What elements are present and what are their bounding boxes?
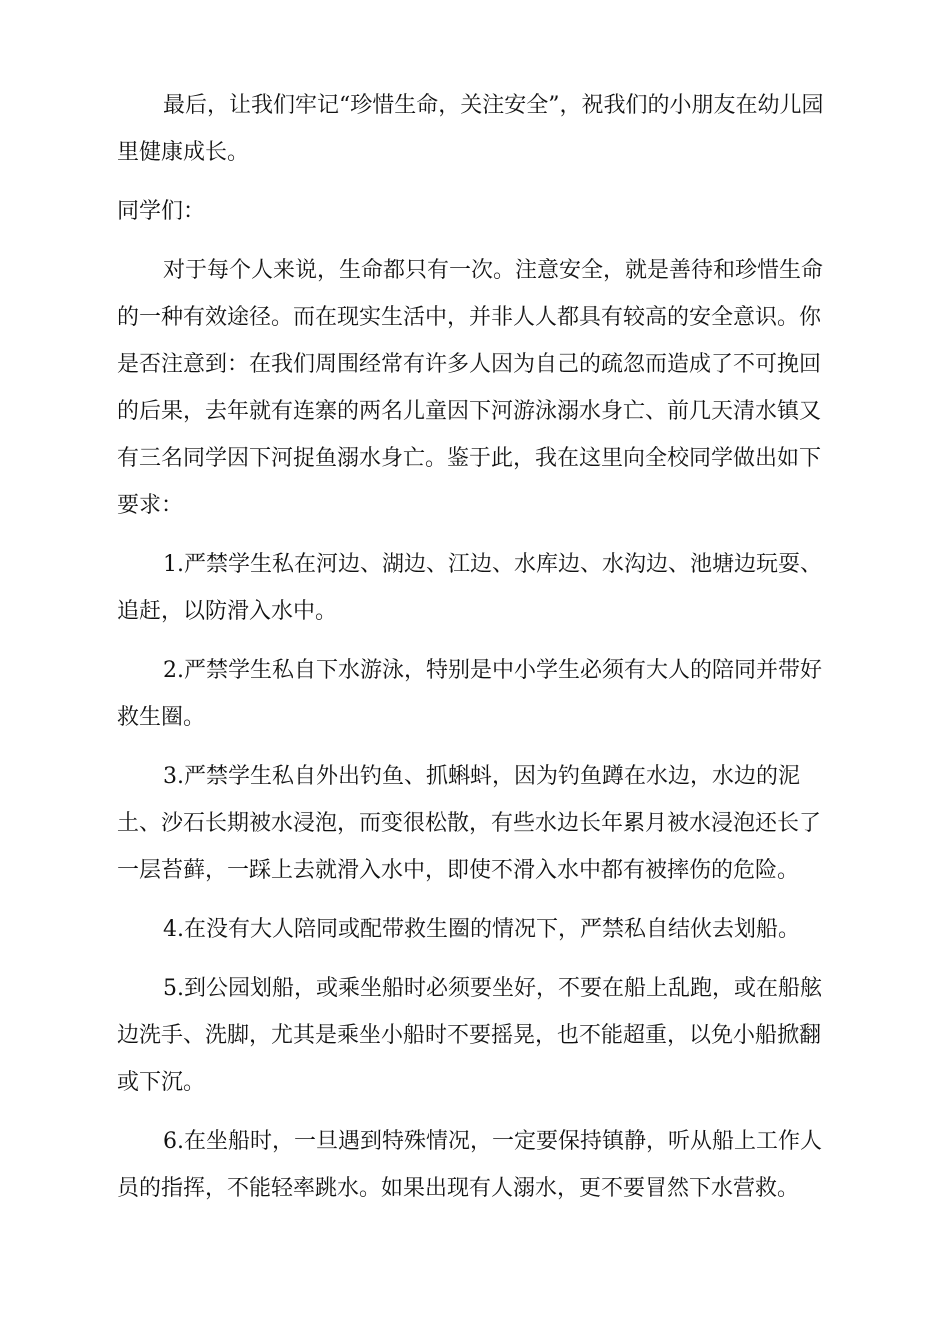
document-body — [117, 82, 837, 1224]
rule-item-6: 6.在坐船时，一旦遇到特殊情况，一定要保持镇静，听从船上工作人员的指挥，不能轻率跳水。如果出现有人溺水，更不要冒然下水营救。 — [117, 1129, 822, 1201]
rule-item-4: 4.在没有大人陪同或配带救生圈的情况下，严禁私自结伙去划船。 — [163, 917, 800, 942]
salutation: 同学们： — [117, 199, 206, 224]
closing-paragraph: 最后，让我们牢记“珍惜生命，关注安全”，祝我们的小朋友在幼儿园里健康成长。 — [117, 93, 824, 165]
rule-item-3: 3.严禁学生私自外出钓鱼、抓蝌蚪，因为钓鱼蹲在水边，水边的泥土、沙石长期被水浸泡，而变很松散，有些水边长年累月被水浸泡还长了一层苔藓，一踩上去就滑入水中，即使不滑入水中都有被摔伤的危险。 — [117, 764, 822, 883]
intro-paragraph: 对于每个人来说，生命都只有一次。注意安全，就是善待和珍惜生命的一种有效途径。而在现实生活中，并非人人都具有较高的安全意识。你是否注意到：在我们周围经常有许多人因为自己的疏忽而造成了不可挽回的后果，去年就有连寨的两名儿童因下河游泳溺水身亡、前几天清水镇又有三名同学因下河捉鱼溺水身亡。鉴于此，我在这里向全校同学做出如下要求： — [117, 258, 824, 518]
rule-item-2: 2.严禁学生私自下水游泳，特别是中小学生必须有大人的陪同并带好救生圈。 — [117, 658, 822, 730]
rule-item-5: 5.到公园划船，或乘坐船时必须要坐好，不要在船上乱跑，或在船舷边洗手、洗脚，尤其是乘坐小船时不要摇晃，也不能超重，以免小船掀翻或下沉。 — [117, 976, 822, 1095]
rule-item-1: 1.严禁学生私在河边、湖边、江边、水库边、水沟边、池塘边玩耍、追赶，以防滑入水中。 — [117, 552, 822, 624]
